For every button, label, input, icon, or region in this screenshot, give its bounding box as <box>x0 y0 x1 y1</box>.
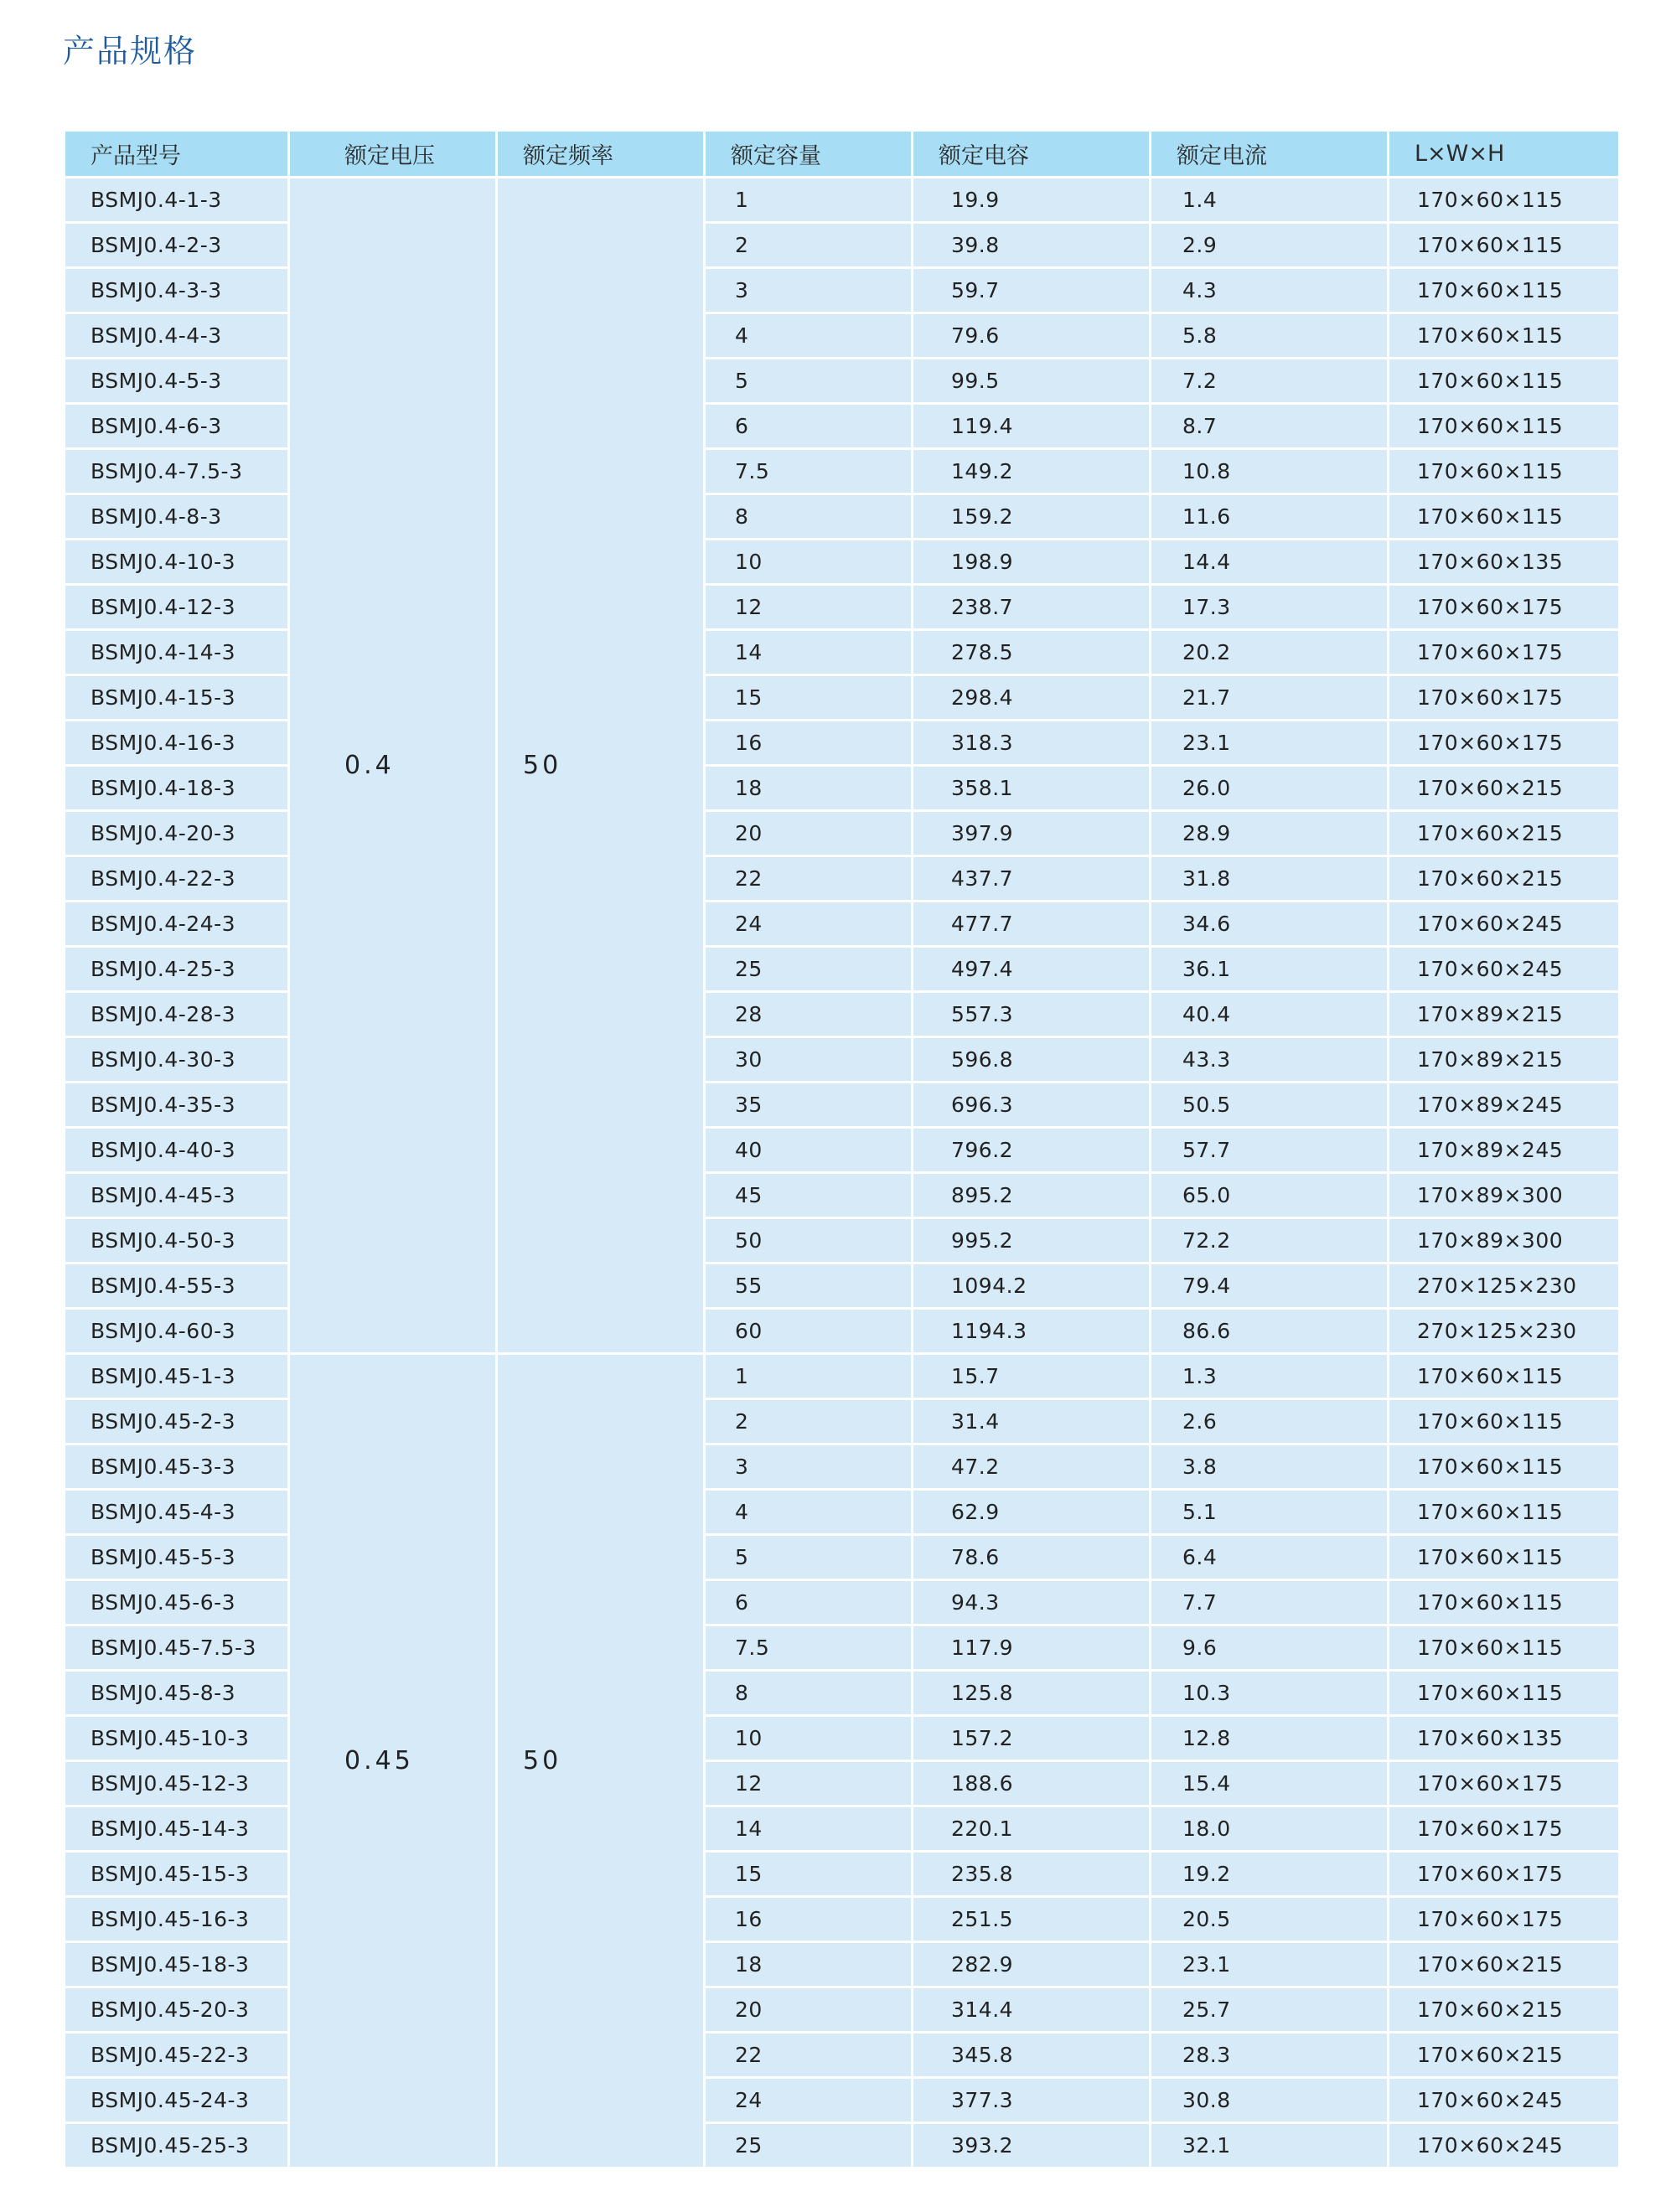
cell-current: 65.0 <box>1151 1173 1389 1218</box>
cell-current: 36.1 <box>1151 947 1389 992</box>
cell-model: BSMJ0.4-3-3 <box>65 268 289 313</box>
cell-current: 34.6 <box>1151 902 1389 947</box>
cell-model: BSMJ0.4-60-3 <box>65 1309 289 1354</box>
cell-model: BSMJ0.4-5-3 <box>65 359 289 404</box>
cell-current: 14.4 <box>1151 540 1389 585</box>
cell-capacity: 5 <box>705 359 913 404</box>
cell-dimensions: 170×89×245 <box>1389 1128 1620 1173</box>
cell-model: BSMJ0.4-7.5-3 <box>65 449 289 494</box>
cell-current: 79.4 <box>1151 1264 1389 1309</box>
cell-current: 11.6 <box>1151 494 1389 540</box>
cell-dimensions: 170×60×115 <box>1389 178 1620 223</box>
cell-dimensions: 170×60×115 <box>1389 313 1620 359</box>
cell-capacity: 16 <box>705 721 913 766</box>
cell-voltage: 0.4 <box>289 178 497 1354</box>
cell-capacitance: 15.7 <box>913 1354 1151 1399</box>
cell-capacity: 20 <box>705 811 913 856</box>
cell-dimensions: 170×60×175 <box>1389 1806 1620 1852</box>
cell-model: BSMJ0.4-28-3 <box>65 992 289 1037</box>
cell-current: 20.2 <box>1151 630 1389 675</box>
cell-current: 18.0 <box>1151 1806 1389 1852</box>
cell-current: 17.3 <box>1151 585 1389 630</box>
cell-current: 15.4 <box>1151 1761 1389 1806</box>
cell-model: BSMJ0.45-6-3 <box>65 1580 289 1625</box>
cell-capacity: 3 <box>705 268 913 313</box>
cell-current: 23.1 <box>1151 721 1389 766</box>
cell-capacity: 35 <box>705 1083 913 1128</box>
cell-current: 3.8 <box>1151 1445 1389 1490</box>
cell-current: 20.5 <box>1151 1897 1389 1942</box>
cell-capacitance: 895.2 <box>913 1173 1151 1218</box>
cell-model: BSMJ0.4-20-3 <box>65 811 289 856</box>
cell-model: BSMJ0.4-16-3 <box>65 721 289 766</box>
cell-model: BSMJ0.45-25-3 <box>65 2123 289 2168</box>
cell-model: BSMJ0.4-8-3 <box>65 494 289 540</box>
cell-capacity: 20 <box>705 1987 913 2033</box>
cell-dimensions: 170×89×300 <box>1389 1173 1620 1218</box>
cell-capacitance: 696.3 <box>913 1083 1151 1128</box>
cell-capacity: 4 <box>705 1490 913 1535</box>
cell-model: BSMJ0.4-2-3 <box>65 223 289 268</box>
cell-model: BSMJ0.4-45-3 <box>65 1173 289 1218</box>
cell-capacity: 15 <box>705 1852 913 1897</box>
cell-capacitance: 149.2 <box>913 449 1151 494</box>
cell-capacitance: 377.3 <box>913 2078 1151 2123</box>
cell-capacitance: 159.2 <box>913 494 1151 540</box>
cell-dimensions: 170×89×245 <box>1389 1083 1620 1128</box>
cell-model: BSMJ0.4-14-3 <box>65 630 289 675</box>
cell-capacitance: 99.5 <box>913 359 1151 404</box>
cell-model: BSMJ0.4-18-3 <box>65 766 289 811</box>
cell-model: BSMJ0.4-15-3 <box>65 675 289 721</box>
cell-capacity: 7.5 <box>705 449 913 494</box>
cell-capacity: 12 <box>705 585 913 630</box>
header-model: 产品型号 <box>65 132 289 178</box>
cell-capacity: 1 <box>705 178 913 223</box>
cell-model: BSMJ0.45-10-3 <box>65 1716 289 1761</box>
cell-frequency: 50 <box>497 1354 705 2168</box>
cell-dimensions: 170×60×175 <box>1389 1852 1620 1897</box>
cell-dimensions: 170×60×245 <box>1389 947 1620 992</box>
cell-current: 10.8 <box>1151 449 1389 494</box>
cell-current: 86.6 <box>1151 1309 1389 1354</box>
cell-model: BSMJ0.45-12-3 <box>65 1761 289 1806</box>
cell-dimensions: 270×125×230 <box>1389 1309 1620 1354</box>
cell-capacitance: 125.8 <box>913 1671 1151 1716</box>
cell-dimensions: 170×60×175 <box>1389 585 1620 630</box>
cell-capacitance: 557.3 <box>913 992 1151 1037</box>
cell-dimensions: 170×89×300 <box>1389 1218 1620 1264</box>
header-dimensions: L×W×H <box>1389 132 1620 178</box>
table-body <box>65 178 1620 2168</box>
cell-capacity: 8 <box>705 494 913 540</box>
cell-capacitance: 79.6 <box>913 313 1151 359</box>
cell-current: 30.8 <box>1151 2078 1389 2123</box>
cell-current: 32.1 <box>1151 2123 1389 2168</box>
cell-model: BSMJ0.45-24-3 <box>65 2078 289 2123</box>
cell-model: BSMJ0.45-2-3 <box>65 1399 289 1445</box>
cell-current: 31.8 <box>1151 856 1389 902</box>
cell-model: BSMJ0.4-12-3 <box>65 585 289 630</box>
cell-capacitance: 238.7 <box>913 585 1151 630</box>
cell-current: 2.6 <box>1151 1399 1389 1445</box>
cell-model: BSMJ0.45-15-3 <box>65 1852 289 1897</box>
cell-capacitance: 282.9 <box>913 1942 1151 1987</box>
cell-capacitance: 47.2 <box>913 1445 1151 1490</box>
table-row <box>65 1354 1620 1399</box>
cell-dimensions: 170×60×115 <box>1389 1671 1620 1716</box>
cell-dimensions: 170×60×245 <box>1389 902 1620 947</box>
cell-current: 23.1 <box>1151 1942 1389 1987</box>
cell-model: BSMJ0.45-4-3 <box>65 1490 289 1535</box>
cell-capacitance: 298.4 <box>913 675 1151 721</box>
cell-current: 7.7 <box>1151 1580 1389 1625</box>
cell-capacity: 18 <box>705 766 913 811</box>
cell-current: 26.0 <box>1151 766 1389 811</box>
cell-capacitance: 1194.3 <box>913 1309 1151 1354</box>
cell-capacity: 14 <box>705 1806 913 1852</box>
cell-capacitance: 39.8 <box>913 223 1151 268</box>
cell-capacity: 8 <box>705 1671 913 1716</box>
cell-dimensions: 170×89×215 <box>1389 992 1620 1037</box>
cell-capacitance: 278.5 <box>913 630 1151 675</box>
cell-capacity: 7.5 <box>705 1625 913 1671</box>
cell-model: BSMJ0.4-25-3 <box>65 947 289 992</box>
cell-current: 2.9 <box>1151 223 1389 268</box>
header-current: 额定电流 <box>1151 132 1389 178</box>
cell-model: BSMJ0.4-10-3 <box>65 540 289 585</box>
cell-capacity: 28 <box>705 992 913 1037</box>
cell-capacity: 40 <box>705 1128 913 1173</box>
cell-capacity: 25 <box>705 2123 913 2168</box>
cell-capacity: 24 <box>705 2078 913 2123</box>
cell-capacity: 45 <box>705 1173 913 1218</box>
cell-model: BSMJ0.45-22-3 <box>65 2033 289 2078</box>
table-row <box>65 178 1620 223</box>
cell-capacitance: 94.3 <box>913 1580 1151 1625</box>
cell-current: 4.3 <box>1151 268 1389 313</box>
cell-capacity: 60 <box>705 1309 913 1354</box>
cell-model: BSMJ0.4-4-3 <box>65 313 289 359</box>
cell-capacitance: 796.2 <box>913 1128 1151 1173</box>
cell-frequency: 50 <box>497 178 705 1354</box>
cell-current: 50.5 <box>1151 1083 1389 1128</box>
cell-capacitance: 31.4 <box>913 1399 1151 1445</box>
cell-model: BSMJ0.4-35-3 <box>65 1083 289 1128</box>
cell-capacitance: 1094.2 <box>913 1264 1151 1309</box>
cell-model: BSMJ0.4-30-3 <box>65 1037 289 1083</box>
cell-capacity: 24 <box>705 902 913 947</box>
cell-current: 12.8 <box>1151 1716 1389 1761</box>
cell-dimensions: 170×60×135 <box>1389 1716 1620 1761</box>
cell-capacitance: 397.9 <box>913 811 1151 856</box>
cell-model: BSMJ0.45-18-3 <box>65 1942 289 1987</box>
cell-current: 25.7 <box>1151 1987 1389 2033</box>
cell-dimensions: 170×60×215 <box>1389 856 1620 902</box>
cell-model: BSMJ0.45-8-3 <box>65 1671 289 1716</box>
cell-dimensions: 170×60×215 <box>1389 1987 1620 2033</box>
cell-dimensions: 170×60×215 <box>1389 1942 1620 1987</box>
cell-dimensions: 170×60×175 <box>1389 630 1620 675</box>
cell-model: BSMJ0.45-14-3 <box>65 1806 289 1852</box>
cell-current: 5.1 <box>1151 1490 1389 1535</box>
cell-capacity: 22 <box>705 856 913 902</box>
header-frequency: 额定频率 <box>497 132 705 178</box>
cell-capacitance: 78.6 <box>913 1535 1151 1580</box>
cell-dimensions: 170×60×115 <box>1389 1625 1620 1671</box>
cell-dimensions: 170×60×245 <box>1389 2123 1620 2168</box>
cell-model: BSMJ0.45-1-3 <box>65 1354 289 1399</box>
cell-current: 28.9 <box>1151 811 1389 856</box>
cell-capacitance: 251.5 <box>913 1897 1151 1942</box>
cell-model: BSMJ0.4-55-3 <box>65 1264 289 1309</box>
cell-capacity: 12 <box>705 1761 913 1806</box>
cell-model: BSMJ0.45-20-3 <box>65 1987 289 2033</box>
cell-capacity: 16 <box>705 1897 913 1942</box>
cell-capacitance: 345.8 <box>913 2033 1151 2078</box>
cell-capacitance: 188.6 <box>913 1761 1151 1806</box>
cell-dimensions: 170×60×115 <box>1389 1535 1620 1580</box>
cell-capacity: 55 <box>705 1264 913 1309</box>
cell-dimensions: 170×60×135 <box>1389 540 1620 585</box>
cell-model: BSMJ0.45-3-3 <box>65 1445 289 1490</box>
cell-dimensions: 170×60×175 <box>1389 721 1620 766</box>
cell-capacitance: 995.2 <box>913 1218 1151 1264</box>
cell-capacitance: 596.8 <box>913 1037 1151 1083</box>
cell-capacity: 10 <box>705 540 913 585</box>
cell-capacitance: 117.9 <box>913 1625 1151 1671</box>
cell-capacitance: 157.2 <box>913 1716 1151 1761</box>
cell-dimensions: 170×60×115 <box>1389 1399 1620 1445</box>
cell-dimensions: 170×60×215 <box>1389 2033 1620 2078</box>
cell-capacity: 6 <box>705 404 913 449</box>
cell-model: BSMJ0.4-24-3 <box>65 902 289 947</box>
cell-capacity: 22 <box>705 2033 913 2078</box>
cell-capacity: 15 <box>705 675 913 721</box>
header-voltage: 额定电压 <box>289 132 497 178</box>
cell-capacitance: 119.4 <box>913 404 1151 449</box>
cell-capacity: 30 <box>705 1037 913 1083</box>
cell-dimensions: 170×60×115 <box>1389 494 1620 540</box>
cell-dimensions: 170×60×215 <box>1389 766 1620 811</box>
cell-current: 1.4 <box>1151 178 1389 223</box>
cell-model: BSMJ0.4-40-3 <box>65 1128 289 1173</box>
cell-current: 19.2 <box>1151 1852 1389 1897</box>
cell-capacity: 18 <box>705 1942 913 1987</box>
cell-model: BSMJ0.45-5-3 <box>65 1535 289 1580</box>
cell-dimensions: 170×60×115 <box>1389 268 1620 313</box>
header-capacitance: 额定电容 <box>913 132 1151 178</box>
cell-capacitance: 497.4 <box>913 947 1151 992</box>
cell-current: 72.2 <box>1151 1218 1389 1264</box>
cell-capacity: 1 <box>705 1354 913 1399</box>
cell-capacitance: 393.2 <box>913 2123 1151 2168</box>
cell-current: 21.7 <box>1151 675 1389 721</box>
cell-current: 6.4 <box>1151 1535 1389 1580</box>
cell-dimensions: 170×60×115 <box>1389 449 1620 494</box>
cell-dimensions: 170×60×115 <box>1389 223 1620 268</box>
cell-capacity: 6 <box>705 1580 913 1625</box>
cell-capacity: 3 <box>705 1445 913 1490</box>
cell-capacitance: 235.8 <box>913 1852 1151 1897</box>
cell-capacity: 50 <box>705 1218 913 1264</box>
cell-capacitance: 314.4 <box>913 1987 1151 2033</box>
cell-dimensions: 170×60×175 <box>1389 675 1620 721</box>
cell-capacitance: 358.1 <box>913 766 1151 811</box>
cell-capacitance: 59.7 <box>913 268 1151 313</box>
cell-current: 8.7 <box>1151 404 1389 449</box>
page-title: 产品规格 <box>63 33 198 70</box>
cell-capacity: 2 <box>705 1399 913 1445</box>
cell-model: BSMJ0.45-7.5-3 <box>65 1625 289 1671</box>
cell-current: 1.3 <box>1151 1354 1389 1399</box>
cell-dimensions: 170×60×175 <box>1389 1897 1620 1942</box>
cell-model: BSMJ0.4-22-3 <box>65 856 289 902</box>
cell-capacity: 10 <box>705 1716 913 1761</box>
cell-capacity: 5 <box>705 1535 913 1580</box>
cell-current: 10.3 <box>1151 1671 1389 1716</box>
cell-dimensions: 170×60×115 <box>1389 1580 1620 1625</box>
cell-capacitance: 318.3 <box>913 721 1151 766</box>
cell-current: 9.6 <box>1151 1625 1389 1671</box>
cell-model: BSMJ0.4-50-3 <box>65 1218 289 1264</box>
cell-capacity: 2 <box>705 223 913 268</box>
cell-capacitance: 19.9 <box>913 178 1151 223</box>
cell-dimensions: 170×60×115 <box>1389 1354 1620 1399</box>
cell-capacitance: 437.7 <box>913 856 1151 902</box>
cell-current: 57.7 <box>1151 1128 1389 1173</box>
cell-current: 28.3 <box>1151 2033 1389 2078</box>
cell-dimensions: 170×60×175 <box>1389 1761 1620 1806</box>
cell-capacity: 25 <box>705 947 913 992</box>
cell-model: BSMJ0.4-1-3 <box>65 178 289 223</box>
cell-current: 43.3 <box>1151 1037 1389 1083</box>
cell-dimensions: 170×89×215 <box>1389 1037 1620 1083</box>
cell-dimensions: 170×60×115 <box>1389 1490 1620 1535</box>
header-capacity: 额定容量 <box>705 132 913 178</box>
cell-current: 5.8 <box>1151 313 1389 359</box>
cell-capacity: 4 <box>705 313 913 359</box>
cell-capacity: 14 <box>705 630 913 675</box>
cell-dimensions: 170×60×245 <box>1389 2078 1620 2123</box>
cell-dimensions: 170×60×215 <box>1389 811 1620 856</box>
cell-current: 7.2 <box>1151 359 1389 404</box>
cell-current: 40.4 <box>1151 992 1389 1037</box>
cell-capacitance: 220.1 <box>913 1806 1151 1852</box>
cell-model: BSMJ0.45-16-3 <box>65 1897 289 1942</box>
spec-table <box>63 132 1621 2169</box>
cell-dimensions: 170×60×115 <box>1389 1445 1620 1490</box>
table-header-row <box>65 132 1620 178</box>
cell-capacitance: 477.7 <box>913 902 1151 947</box>
cell-dimensions: 270×125×230 <box>1389 1264 1620 1309</box>
cell-capacitance: 198.9 <box>913 540 1151 585</box>
cell-dimensions: 170×60×115 <box>1389 404 1620 449</box>
cell-voltage: 0.45 <box>289 1354 497 2168</box>
cell-dimensions: 170×60×115 <box>1389 359 1620 404</box>
cell-model: BSMJ0.4-6-3 <box>65 404 289 449</box>
cell-capacitance: 62.9 <box>913 1490 1151 1535</box>
